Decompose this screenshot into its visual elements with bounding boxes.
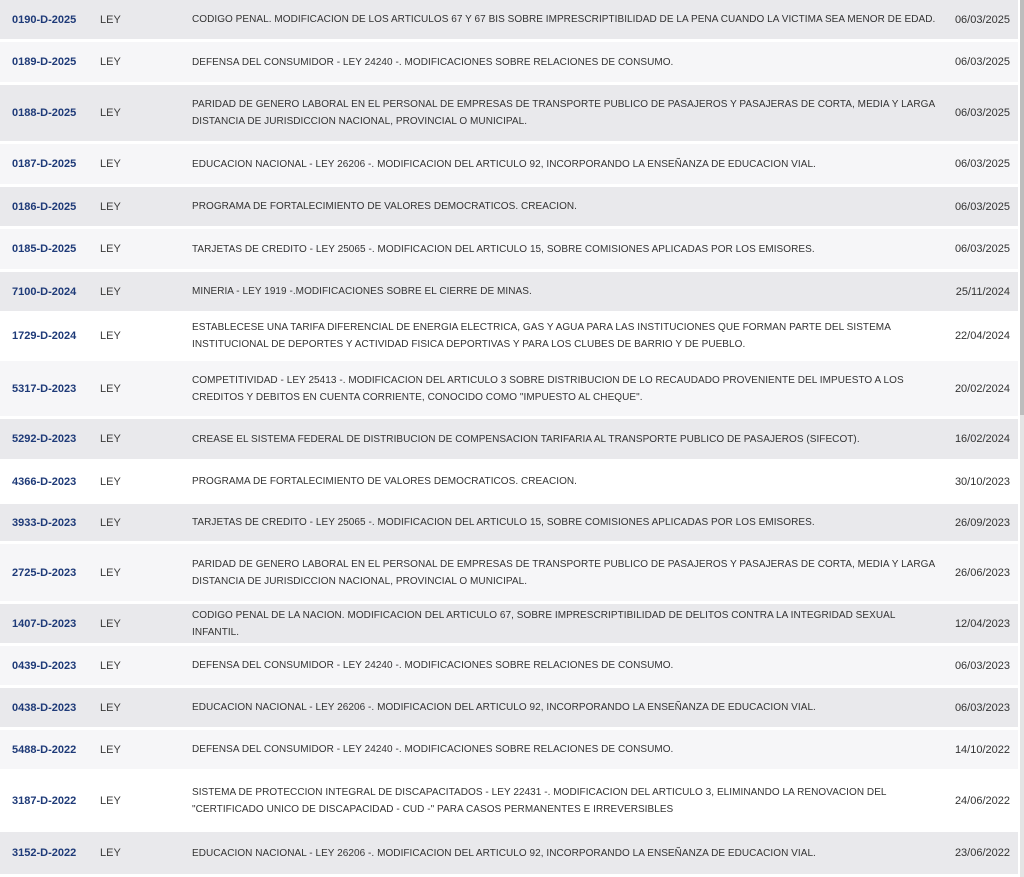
bill-title[interactable]: TARJETAS DE CREDITO - LEY 25065 -. MODIFICACION DEL ARTICULO 15, SOBRE COMISIONES APLICADAS POR LOS EMISORES. — [192, 243, 815, 255]
bill-code[interactable]: 0187-D-2025 — [12, 158, 77, 170]
bill-type: LEY — [100, 617, 121, 630]
table-row[interactable] — [0, 646, 1018, 688]
bill-code[interactable]: 0190-D-2025 — [12, 13, 77, 26]
bill-date: 06/03/2023 — [954, 659, 1010, 672]
table-row[interactable] — [0, 462, 1018, 504]
bill-title[interactable]: CODIGO PENAL. MODIFICACION DE LOS ARTICULOS 67 Y 67 BIS SOBRE IMPRESCRIPTIBILIDAD DE LA PENA CUANDO LA VICTIMA SEA MENOR DE EDAD. — [192, 14, 936, 25]
table-row[interactable] — [0, 419, 1018, 462]
bill-title[interactable]: DEFENSA DEL CONSUMIDOR - LEY 24240 -. MODIFICACIONES SOBRE RELACIONES DE CONSUMO. — [192, 744, 674, 755]
table-row[interactable] — [0, 730, 1018, 772]
bill-type: LEY — [100, 743, 121, 756]
table-row[interactable] — [0, 85, 1018, 144]
bill-title[interactable]: SISTEMA DE PROTECCION INTEGRAL DE DISCAPACITADOS - LEY 22431 -. MODIFICACION DEL ARTICULO 3, ELIMINANDO LA RENOVACION DEL "CERTIFICADO UNICO DE DISCAPACIDAD - CUD -" PARA CASOS PERMANENTES E IRREVERSIBLES — [192, 786, 887, 815]
bill-type: LEY — [100, 107, 121, 119]
bill-type: LEY — [100, 566, 121, 579]
table-row[interactable] — [0, 187, 1018, 229]
bill-title[interactable]: ESTABLECESE UNA TARIFA DIFERENCIAL DE ENERGIA ELECTRICA, GAS Y AGUA PARA LAS INSTITUCIONES QUE FORMAN PARTE DEL SISTEMA INSTITUCIONAL DE DEPORTES Y ACTIVIDAD FISICA DEPORTIVAS Y PARA LOS CLUBES DE BARRIO Y DE PUEBLO. — [192, 322, 891, 350]
table-row[interactable] — [0, 832, 1018, 877]
bill-date: 06/03/2025 — [954, 158, 1010, 170]
bill-type: LEY — [100, 13, 121, 26]
bill-date: 26/09/2023 — [954, 516, 1010, 529]
table-row[interactable] — [0, 229, 1018, 272]
bill-title[interactable]: DEFENSA DEL CONSUMIDOR - LEY 24240 -. MODIFICACIONES SOBRE RELACIONES DE CONSUMO. — [192, 660, 674, 671]
table-row[interactable] — [0, 544, 1018, 604]
bill-date: 06/03/2025 — [954, 13, 1010, 26]
bill-type: LEY — [100, 659, 121, 672]
bill-code[interactable]: 5488-D-2022 — [12, 743, 77, 756]
bill-date: 23/06/2022 — [954, 847, 1010, 859]
bill-date: 20/02/2024 — [954, 382, 1010, 395]
table-row[interactable] — [0, 272, 1018, 314]
scrollbar-thumb[interactable] — [1020, 0, 1024, 415]
table-row[interactable] — [0, 314, 1018, 361]
bill-title[interactable]: TARJETAS DE CREDITO - LEY 25065 -. MODIFICACION DEL ARTICULO 15, SOBRE COMISIONES APLICADAS POR LOS EMISORES. — [192, 517, 815, 528]
bill-code[interactable]: 3933-D-2023 — [12, 516, 77, 529]
bill-type: LEY — [100, 794, 121, 807]
table-row[interactable] — [0, 42, 1018, 85]
bill-title[interactable]: EDUCACION NACIONAL - LEY 26206 -. MODIFICACION DEL ARTICULO 92, INCORPORANDO LA ENSEÑANZA DE EDUCACION VIAL. — [192, 158, 816, 170]
bill-type: LEY — [100, 382, 121, 395]
table-row[interactable] — [0, 144, 1018, 187]
bill-date: 14/10/2022 — [954, 743, 1010, 756]
bill-code[interactable]: 3187-D-2022 — [12, 794, 77, 807]
bill-title[interactable]: CODIGO PENAL DE LA NACION. MODIFICACION DEL ARTICULO 67, SOBRE IMPRESCRIPTIBILIDAD DE DELITOS CONTRA LA INTEGRIDAD SEXUAL INFANTIL. — [192, 609, 896, 638]
bill-title[interactable]: EDUCACION NACIONAL - LEY 26206 -. MODIFICACION DEL ARTICULO 92, INCORPORANDO LA ENSEÑANZA DE EDUCACION VIAL. — [192, 702, 816, 713]
table-row[interactable] — [0, 504, 1018, 544]
bill-date: 26/06/2023 — [954, 566, 1010, 579]
bill-title[interactable]: PARIDAD DE GENERO LABORAL EN EL PERSONAL DE EMPRESAS DE TRANSPORTE PUBLICO DE PASAJEROS Y PASAJERAS DE CORTA, MEDIA Y LARGA DISTANCIA DE JURISDICCION NACIONAL, PROVINCIAL O MUNICIPAL. — [192, 99, 935, 127]
bill-code[interactable]: 7100-D-2024 — [12, 285, 77, 298]
bill-title[interactable]: DEFENSA DEL CONSUMIDOR - LEY 24240 -. MODIFICACIONES SOBRE RELACIONES DE CONSUMO. — [192, 56, 674, 68]
vertical-scrollbar[interactable] — [1020, 0, 1024, 877]
bill-date: 16/02/2024 — [954, 433, 1010, 445]
bill-title[interactable]: PROGRAMA DE FORTALECIMIENTO DE VALORES DEMOCRATICOS. CREACION. — [192, 201, 578, 212]
bill-date: 06/03/2025 — [954, 243, 1010, 255]
bill-date: 30/10/2023 — [954, 475, 1010, 488]
bill-date: 24/06/2022 — [954, 794, 1010, 807]
bill-type: LEY — [100, 475, 121, 488]
bill-date: 06/03/2025 — [954, 200, 1010, 213]
bill-type: LEY — [100, 158, 121, 170]
bill-type: LEY — [100, 701, 121, 714]
bill-date: 25/11/2024 — [955, 285, 1010, 298]
bill-code[interactable]: 5317-D-2023 — [12, 382, 77, 395]
bill-date: 06/03/2025 — [954, 56, 1010, 68]
bill-code[interactable]: 0189-D-2025 — [12, 56, 77, 68]
table-row[interactable] — [0, 361, 1018, 419]
table-row[interactable] — [0, 0, 1018, 42]
table-row[interactable] — [0, 772, 1018, 832]
bill-type: LEY — [100, 847, 121, 859]
bill-title[interactable]: PROGRAMA DE FORTALECIMIENTO DE VALORES DEMOCRATICOS. CREACION. — [192, 476, 578, 487]
bill-type: LEY — [100, 56, 121, 68]
bill-title[interactable]: CREASE EL SISTEMA FEDERAL DE DISTRIBUCION DE COMPENSACION TARIFARIA AL TRANSPORTE PUBLICO DE PASAJEROS (SIFECOT). — [192, 433, 860, 445]
bill-date: 06/03/2025 — [954, 107, 1010, 119]
bill-type: LEY — [100, 516, 121, 529]
bill-title[interactable]: PARIDAD DE GENERO LABORAL EN EL PERSONAL DE EMPRESAS DE TRANSPORTE PUBLICO DE PASAJEROS Y PASAJERAS DE CORTA, MEDIA Y LARGA DISTANCIA DE JURISDICCION NACIONAL, PROVINCIAL O MUNICIPAL. — [192, 558, 935, 587]
bill-title[interactable]: COMPETITIVIDAD - LEY 25413 -. MODIFICACION DEL ARTICULO 3 SOBRE DISTRIBUCION DE LO RECAUDADO PROVENIENTE DEL IMPUESTO A LOS CREDITOS Y DEBITOS EN CUENTA CORRIENTE, CONOCIDO COMO "IMPUESTO AL CHEQUE". — [192, 374, 904, 403]
bill-type: LEY — [100, 330, 121, 342]
bill-title[interactable]: EDUCACION NACIONAL - LEY 26206 -. MODIFICACION DEL ARTICULO 92, INCORPORANDO LA ENSEÑANZA DE EDUCACION VIAL. — [192, 847, 816, 859]
table-row[interactable] — [0, 688, 1018, 730]
bill-code[interactable]: 0439-D-2023 — [12, 659, 77, 672]
bill-type: LEY — [100, 285, 121, 298]
bill-code[interactable]: 4366-D-2023 — [12, 475, 77, 488]
bill-date: 12/04/2023 — [954, 617, 1010, 630]
bill-date: 06/03/2023 — [954, 701, 1010, 714]
bill-date: 22/04/2024 — [954, 330, 1010, 342]
bill-code[interactable]: 2725-D-2023 — [12, 566, 77, 579]
table-row[interactable] — [0, 604, 1018, 646]
bill-code[interactable]: 0188-D-2025 — [12, 107, 77, 119]
bill-type: LEY — [100, 433, 121, 445]
bill-code[interactable]: 0438-D-2023 — [12, 701, 77, 714]
bill-title[interactable]: MINERIA - LEY 1919 -.MODIFICACIONES SOBRE EL CIERRE DE MINAS. — [192, 286, 532, 297]
bill-type: LEY — [100, 243, 121, 255]
bill-code[interactable]: 5292-D-2023 — [12, 433, 77, 445]
bill-code[interactable]: 1729-D-2024 — [12, 330, 77, 342]
bill-code[interactable]: 1407-D-2023 — [12, 617, 77, 630]
bill-code[interactable]: 3152-D-2022 — [12, 847, 77, 859]
bill-type: LEY — [100, 200, 121, 213]
bill-code[interactable]: 0186-D-2025 — [12, 200, 77, 213]
bill-code[interactable]: 0185-D-2025 — [12, 243, 77, 255]
